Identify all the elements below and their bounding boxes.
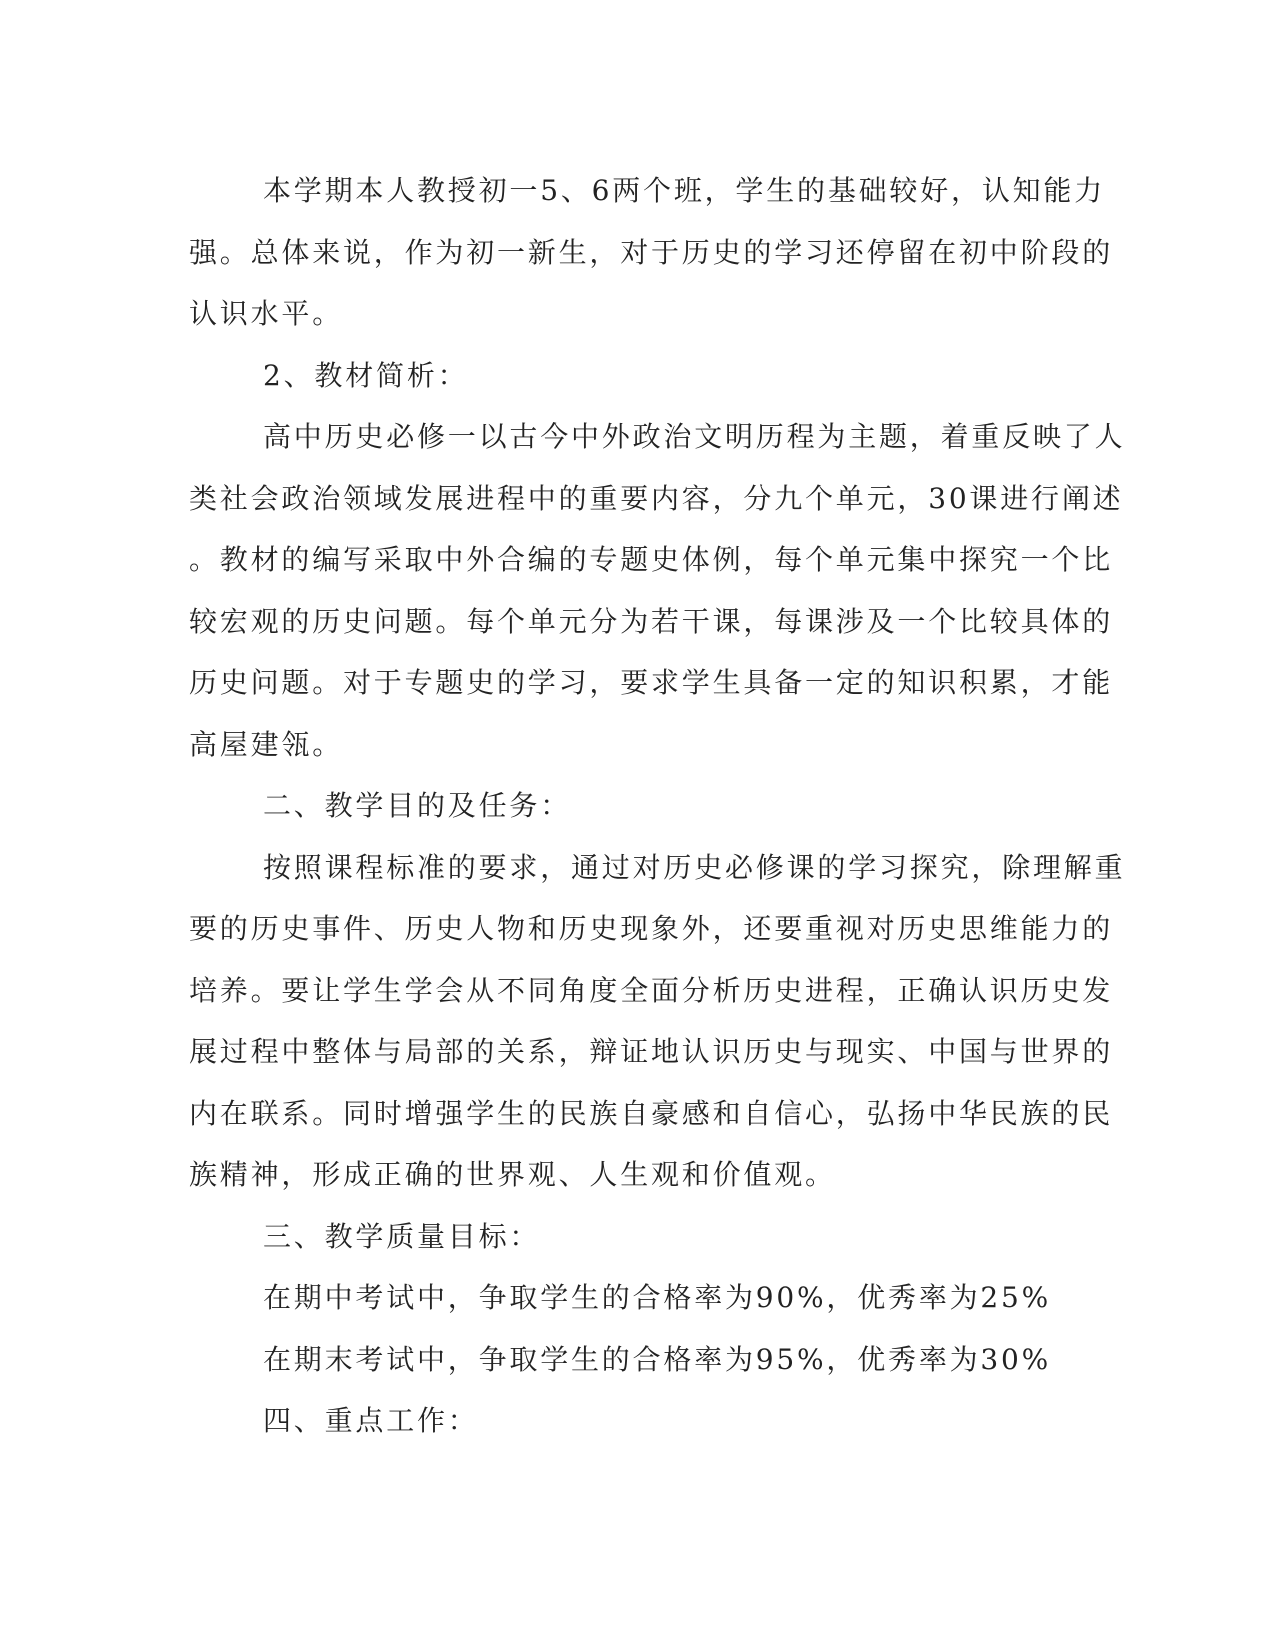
paragraph-line: 。教材的编写采取中外合编的专题史体例，每个单元集中探究一个比	[189, 543, 1114, 576]
section-heading: 2、教材简析：	[263, 358, 469, 392]
paragraph-line: 认识水平。	[189, 297, 344, 330]
paragraph-line: 族精神，形成正确的世界观、人生观和价值观。	[189, 1158, 836, 1191]
paragraph-line: 要的历史事件、历史人物和历史现象外，还要重视对历史思维能力的	[189, 912, 1114, 945]
paragraph-line: 类社会政治领域发展进程中的重要内容，分九个单元，30课进行阐述	[189, 481, 1124, 515]
section-heading: 二、教学目的及任务：	[263, 789, 572, 822]
document-body	[189, 160, 1126, 1452]
paragraph-line: 在期末考试中，争取学生的合格率为95%，优秀率为30%	[263, 1342, 1052, 1376]
paragraph-line: 内在联系。同时增强学生的民族自豪感和自信心，弘扬中华民族的民	[189, 1096, 1114, 1130]
paragraph-line: 展过程中整体与局部的关系，辩证地认识历史与现实、中国与世界的	[189, 1035, 1114, 1068]
paragraph-line: 历史问题。对于专题史的学习，要求学生具备一定的知识积累，才能	[189, 666, 1114, 699]
section-heading: 四、重点工作：	[263, 1404, 479, 1437]
paragraph-line: 按照课程标准的要求，通过对历史必修课的学习探究，除理解重	[263, 850, 1126, 884]
paragraph-line: 在期中考试中，争取学生的合格率为90%，优秀率为25%	[263, 1281, 1052, 1314]
paragraph-line: 培养。要让学生学会从不同角度全面分析历史进程，正确认识历史发	[189, 973, 1114, 1007]
paragraph-line: 高屋建瓴。	[189, 727, 344, 761]
paragraph-line: 强。总体来说，作为初一新生，对于历史的学习还停留在初中阶段的	[189, 235, 1114, 269]
paragraph-line: 本学期本人教授初一5、6两个班，学生的基础较好，认知能力	[263, 174, 1106, 207]
paragraph-line: 高中历史必修一以古今中外政治文明历程为主题，着重反映了人	[263, 420, 1126, 453]
paragraph-line: 较宏观的历史问题。每个单元分为若干课，每课涉及一个比较具体的	[189, 604, 1114, 638]
section-heading: 三、教学质量目标：	[263, 1219, 541, 1253]
